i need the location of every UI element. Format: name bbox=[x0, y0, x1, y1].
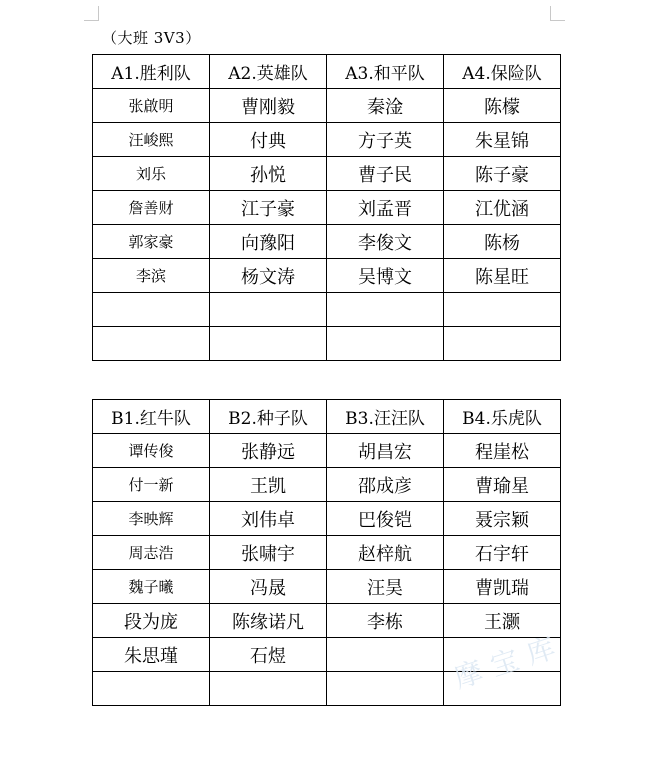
player-cell: 秦淦 bbox=[327, 89, 444, 123]
table-row bbox=[93, 468, 561, 502]
table-row bbox=[93, 259, 561, 293]
empty-cell bbox=[210, 293, 327, 327]
player-cell: 江优涵 bbox=[444, 191, 561, 225]
player-cell: 曹刚毅 bbox=[210, 89, 327, 123]
player-cell: 张啟明 bbox=[93, 89, 210, 123]
empty-cell bbox=[444, 327, 561, 361]
player-cell: 石宇轩 bbox=[444, 536, 561, 570]
team-header-b3: B3.汪汪队 bbox=[327, 400, 444, 434]
empty-cell bbox=[327, 638, 444, 672]
player-cell: 李栋 bbox=[327, 604, 444, 638]
player-cell: 张啸宇 bbox=[210, 536, 327, 570]
table-row bbox=[93, 604, 561, 638]
player-cell: 周志浩 bbox=[93, 536, 210, 570]
player-cell: 陈星旺 bbox=[444, 259, 561, 293]
table-row bbox=[93, 123, 561, 157]
table-row bbox=[93, 157, 561, 191]
player-cell: 胡昌宏 bbox=[327, 434, 444, 468]
team-header-b1: B1.红牛队 bbox=[93, 400, 210, 434]
group-b-table bbox=[92, 399, 561, 706]
player-cell: 付典 bbox=[210, 123, 327, 157]
document-heading: （大班 3V3） bbox=[102, 29, 201, 47]
table-row bbox=[93, 225, 561, 259]
empty-cell bbox=[93, 327, 210, 361]
player-cell: 谭传俊 bbox=[93, 434, 210, 468]
player-cell: 段为庞 bbox=[93, 604, 210, 638]
player-cell: 李俊文 bbox=[327, 225, 444, 259]
table-row bbox=[93, 536, 561, 570]
player-cell: 赵梓航 bbox=[327, 536, 444, 570]
player-cell: 巴俊铠 bbox=[327, 502, 444, 536]
table-row bbox=[93, 502, 561, 536]
player-cell: 曹瑜星 bbox=[444, 468, 561, 502]
player-cell: 刘孟晋 bbox=[327, 191, 444, 225]
table-row bbox=[93, 434, 561, 468]
watermark: 摩宝库 bbox=[450, 628, 569, 695]
team-header-b2: B2.种子队 bbox=[210, 400, 327, 434]
player-cell: 陈缘诺凡 bbox=[210, 604, 327, 638]
empty-cell bbox=[93, 293, 210, 327]
crop-mark-top-left bbox=[84, 6, 99, 21]
team-header-a1: A1.胜利队 bbox=[93, 55, 210, 89]
table-row-empty bbox=[93, 327, 561, 361]
player-cell: 邵成彦 bbox=[327, 468, 444, 502]
team-header-a2: A2.英雄队 bbox=[210, 55, 327, 89]
empty-cell bbox=[327, 672, 444, 706]
empty-cell bbox=[210, 672, 327, 706]
table-row bbox=[93, 638, 561, 672]
table-row-empty bbox=[93, 672, 561, 706]
player-cell: 方子英 bbox=[327, 123, 444, 157]
player-cell: 程崖松 bbox=[444, 434, 561, 468]
player-cell: 杨文涛 bbox=[210, 259, 327, 293]
player-cell: 曹子民 bbox=[327, 157, 444, 191]
player-cell: 付一新 bbox=[93, 468, 210, 502]
player-cell: 吴博文 bbox=[327, 259, 444, 293]
table-row-empty bbox=[93, 293, 561, 327]
player-cell: 朱思瑾 bbox=[93, 638, 210, 672]
crop-mark-top-right bbox=[550, 6, 565, 21]
player-cell: 江子豪 bbox=[210, 191, 327, 225]
empty-cell bbox=[444, 293, 561, 327]
team-header-a4: A4.保险队 bbox=[444, 55, 561, 89]
table-header-row bbox=[93, 400, 561, 434]
player-cell: 王凯 bbox=[210, 468, 327, 502]
empty-cell bbox=[444, 672, 561, 706]
player-cell: 汪峻熙 bbox=[93, 123, 210, 157]
player-cell: 向豫阳 bbox=[210, 225, 327, 259]
player-cell: 石煜 bbox=[210, 638, 327, 672]
player-cell: 张静远 bbox=[210, 434, 327, 468]
empty-cell bbox=[93, 672, 210, 706]
player-cell: 汪昊 bbox=[327, 570, 444, 604]
player-cell: 陈檬 bbox=[444, 89, 561, 123]
group-a-table bbox=[92, 54, 561, 361]
empty-cell bbox=[327, 327, 444, 361]
empty-cell bbox=[444, 638, 561, 672]
player-cell: 朱星锦 bbox=[444, 123, 561, 157]
empty-cell bbox=[210, 327, 327, 361]
player-cell: 郭家豪 bbox=[93, 225, 210, 259]
player-cell: 陈子豪 bbox=[444, 157, 561, 191]
table-row bbox=[93, 570, 561, 604]
player-cell: 李映辉 bbox=[93, 502, 210, 536]
table-row bbox=[93, 89, 561, 123]
player-cell: 冯晟 bbox=[210, 570, 327, 604]
team-header-b4: B4.乐虎队 bbox=[444, 400, 561, 434]
empty-cell bbox=[327, 293, 444, 327]
player-cell: 刘伟卓 bbox=[210, 502, 327, 536]
table-row bbox=[93, 191, 561, 225]
player-cell: 曹凯瑞 bbox=[444, 570, 561, 604]
player-cell: 孙悦 bbox=[210, 157, 327, 191]
player-cell: 聂宗颖 bbox=[444, 502, 561, 536]
table-header-row bbox=[93, 55, 561, 89]
team-header-a3: A3.和平队 bbox=[327, 55, 444, 89]
player-cell: 王灏 bbox=[444, 604, 561, 638]
player-cell: 詹善财 bbox=[93, 191, 210, 225]
player-cell: 陈杨 bbox=[444, 225, 561, 259]
player-cell: 李滨 bbox=[93, 259, 210, 293]
player-cell: 魏子曦 bbox=[93, 570, 210, 604]
player-cell: 刘乐 bbox=[93, 157, 210, 191]
